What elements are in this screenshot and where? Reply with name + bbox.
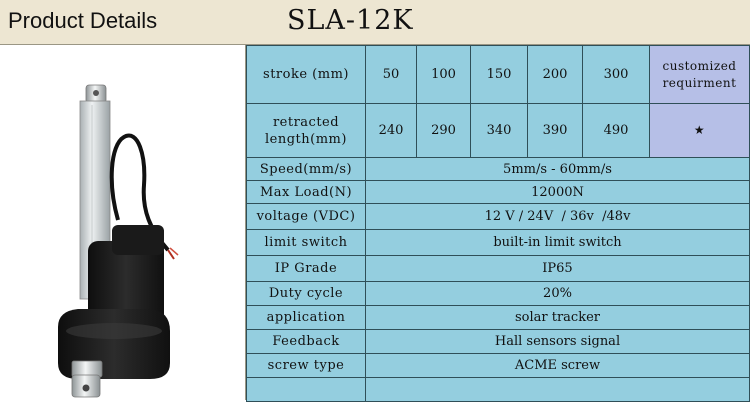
model-name: SLA-12K (287, 5, 414, 36)
spec-row (247, 181, 750, 204)
stroke-row (247, 46, 750, 104)
spec-value: 12000N (366, 181, 750, 204)
customized-star-icon: ★ (650, 104, 750, 158)
spec-label: limit switch (247, 230, 366, 256)
spec-label: Max Load(N) (247, 181, 366, 204)
stroke-value: 200 (528, 46, 583, 104)
empty-cell (366, 378, 750, 402)
retracted-value: 290 (417, 104, 471, 158)
retracted-value: 340 (471, 104, 528, 158)
empty-cell (247, 378, 366, 402)
retracted-value: 240 (366, 104, 417, 158)
spec-row (247, 204, 750, 230)
spec-row (247, 354, 750, 378)
spec-value: ACME screw (366, 354, 750, 378)
empty-row (247, 378, 750, 402)
customized-requirement-label: customized requirment (650, 46, 750, 104)
spec-label: Speed(mm/s) (247, 158, 366, 181)
spec-row (247, 282, 750, 306)
retracted-length-label: retracted length(mm) (247, 104, 366, 158)
stroke-value: 300 (583, 46, 650, 104)
spec-row (247, 306, 750, 330)
spec-row (247, 230, 750, 256)
spec-row (247, 330, 750, 354)
spec-label: voltage (VDC) (247, 204, 366, 230)
spec-value: built-in limit switch (366, 230, 750, 256)
spec-row (247, 256, 750, 282)
stroke-label: stroke (mm) (247, 46, 366, 104)
retracted-value: 390 (528, 104, 583, 158)
stroke-value: 100 (417, 46, 471, 104)
spec-value: 20% (366, 282, 750, 306)
spec-table (246, 45, 750, 402)
spec-label: IP Grade (247, 256, 366, 282)
stroke-value: 50 (366, 46, 417, 104)
stroke-value: 150 (471, 46, 528, 104)
spec-value: 12 V / 24V / 36v /48v (366, 204, 750, 230)
spec-label: Feedback (247, 330, 366, 354)
retracted-value: 490 (583, 104, 650, 158)
product-photo (0, 45, 246, 400)
spec-value: 5mm/s - 60mm/s (366, 158, 750, 181)
linear-actuator-image (0, 45, 245, 400)
spec-value: IP65 (366, 256, 750, 282)
spec-label: screw type (247, 354, 366, 378)
spec-value: solar tracker (366, 306, 750, 330)
spec-row (247, 158, 750, 181)
page-title: Product Details (8, 8, 158, 33)
retracted-row (247, 104, 750, 158)
spec-label: application (247, 306, 366, 330)
spec-value: Hall sensors signal (366, 330, 750, 354)
header-bar (0, 0, 750, 45)
spec-label: Duty cycle (247, 282, 366, 306)
